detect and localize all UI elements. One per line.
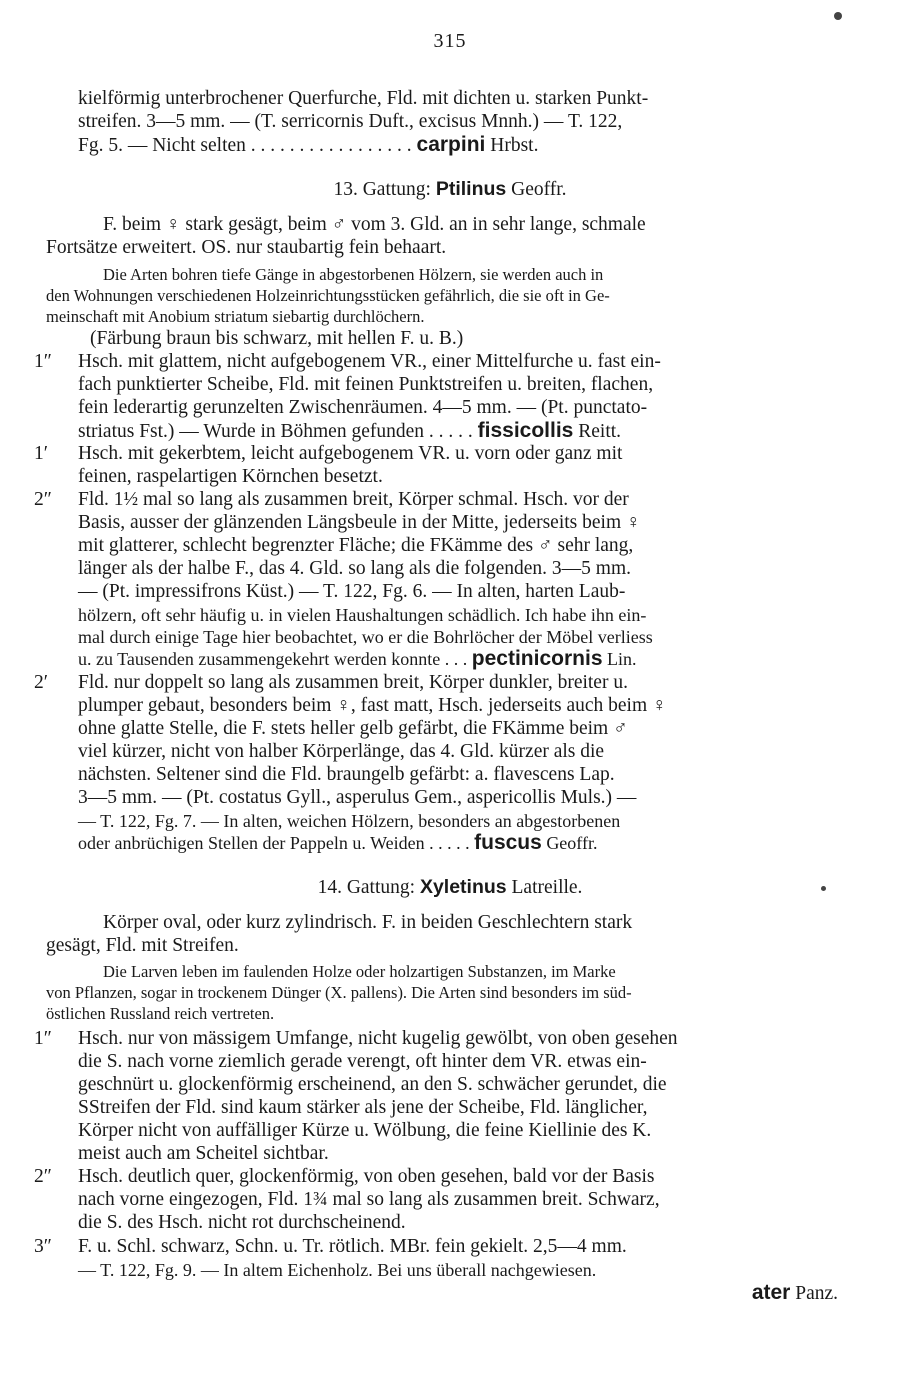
note-line: meinschaft mit Anobium striatum siebartig durchlöchern. bbox=[46, 307, 425, 326]
note-line: den Wohnungen verschiedenen Holzeinrichtungsstücken gefährlich, die sie oft in Ge- bbox=[46, 286, 610, 305]
text-line: Basis, ausser der glänzenden Längsbeule in der Mitte, jederseits beim ♀ bbox=[78, 512, 641, 533]
ink-spot bbox=[834, 12, 842, 20]
text-line: meist auch am Scheitel sichtbar. bbox=[78, 1143, 329, 1164]
taxon-name: fissicollis bbox=[477, 419, 574, 442]
couplet-number: 2″ bbox=[34, 489, 52, 510]
text-line: (Färbung braun bis schwarz, mit hellen F. u. B.) bbox=[90, 328, 464, 349]
text-line: geschnürt u. glockenförmig erscheinend, an den S. schwächer gerundet, die bbox=[78, 1074, 667, 1095]
text-line: Fld. 1½ mal so lang als zusammen breit, Körper schmal. Hsch. vor der bbox=[78, 489, 629, 510]
couplet-number: 1′ bbox=[34, 443, 49, 464]
text-line: nach vorne eingezogen, Fld. 1¾ mal so lang als zusammen breit. Schwarz, bbox=[78, 1189, 660, 1210]
text-line: nächsten. Seltener sind die Fld. braungelb gefärbt: a. flavescens Lap. bbox=[78, 764, 615, 785]
text-line: kielförmig unterbrochener Querfurche, Fld. mit dichten u. starken Punkt- bbox=[78, 88, 649, 109]
text-line: Hsch. nur von mässigem Umfange, nicht kugelig gewölbt, von oben gesehen bbox=[78, 1028, 678, 1049]
note-line: von Pflanzen, sogar in trockenem Dünger (X. pallens). Die Arten sind besonders im süd- bbox=[46, 983, 632, 1002]
text-line: u. zu Tausenden zusammengekehrt werden konnte . . . pectinicornis Lin. bbox=[78, 647, 637, 670]
text-line: Fortsätze erweitert. OS. nur staubartig fein behaart. bbox=[46, 237, 447, 258]
text-line: Körper oval, oder kurz zylindrisch. F. in beiden Geschlechtern stark bbox=[103, 912, 633, 933]
text-line: streifen. 3—5 mm. — (T. serricornis Duft., excisus Mnnh.) — T. 122, bbox=[78, 111, 623, 132]
text-line: oder anbrüchigen Stellen der Pappeln u. Weiden . . . . . fuscus Geoffr. bbox=[78, 831, 598, 854]
text-line: Hsch. deutlich quer, glockenförmig, von oben gesehen, bald vor der Basis bbox=[78, 1166, 655, 1187]
text-line: Körper nicht von auffälliger Kürze u. Wölbung, die feine Kiellinie des K. bbox=[78, 1120, 652, 1141]
species-line: ater Panz. bbox=[751, 1281, 838, 1304]
text-line: — T. 122, Fg. 9. — In altem Eichenholz. Bei uns überall nachgewiesen. bbox=[78, 1260, 597, 1280]
text-line: SStreifen der Fld. sind kaum stärker als jene der Scheibe, Fld. länglicher, bbox=[78, 1097, 648, 1118]
text-line: — T. 122, Fg. 7. — In alten, weichen Hölzern, besonders an abgestorbenen bbox=[78, 811, 621, 831]
text-line: fein lederartig gerunzelten Zwischenräumen. 4—5 mm. — (Pt. punctato- bbox=[78, 397, 648, 418]
taxon-name: pectinicornis bbox=[471, 647, 603, 670]
text-line: F. beim ♀ stark gesägt, beim ♂ vom 3. Gld. an in sehr lange, schmale bbox=[103, 214, 646, 235]
section-heading: 14. Gattung: Xyletinus Latreille. bbox=[317, 876, 583, 898]
note-line: östlichen Russland reich vertreten. bbox=[46, 1004, 275, 1023]
text-line: mal durch einige Tage hier beobachtet, wo er die Bohrlöcher der Möbel verliess bbox=[78, 627, 653, 647]
taxon-name: fuscus bbox=[474, 831, 542, 854]
taxon-name: carpini bbox=[416, 133, 486, 156]
text-line: mit glatterer, schlecht begrenzter Fläche; die FKämme des ♂ sehr lang, bbox=[78, 535, 634, 556]
text-line: Fld. nur doppelt so lang als zusammen breit, Körper dunkler, breiter u. bbox=[78, 672, 628, 693]
taxon-name: Xyletinus bbox=[419, 876, 507, 898]
text-line: Fg. 5. — Nicht selten . . . . . . . . . . . . . . . . . carpini Hrbst. bbox=[78, 133, 539, 156]
text-line: — (Pt. impressifrons Küst.) — T. 122, Fg. 6. — In alten, harten Laub- bbox=[78, 581, 626, 602]
text-line: striatus Fst.) — Wurde in Böhmen gefunden . . . . . fissicollis Reitt. bbox=[78, 419, 622, 442]
section-heading: 13. Gattung: Ptilinus Geoffr. bbox=[333, 178, 567, 200]
text-line: ohne glatte Stelle, die F. stets heller gelb gefärbt, die FKämme beim ♂ bbox=[78, 718, 628, 739]
text-line: gesägt, Fld. mit Streifen. bbox=[46, 935, 239, 956]
text-line: F. u. Schl. schwarz, Schn. u. Tr. rötlich. MBr. fein gekielt. 2,5—4 mm. bbox=[78, 1236, 627, 1257]
note-line: Die Arten bohren tiefe Gänge in abgestorbenen Hölzern, sie werden auch in bbox=[103, 265, 604, 284]
text-line: plumper gebaut, besonders beim ♀, fast matt, Hsch. jederseits auch beim ♀ bbox=[78, 695, 667, 716]
text-line: die S. des Hsch. nicht rot durchscheinend. bbox=[78, 1212, 406, 1233]
couplet-number: 2′ bbox=[34, 672, 49, 693]
text-line: die S. nach vorne ziemlich gerade verengt, oft hinter dem VR. etwas ein- bbox=[78, 1051, 647, 1072]
page-number: 315 bbox=[433, 30, 467, 52]
couplet-number: 3″ bbox=[34, 1236, 52, 1257]
taxon-name: ater bbox=[751, 1281, 791, 1304]
text-line: viel kürzer, nicht von halber Körperlänge, das 4. Gld. kürzer als die bbox=[78, 741, 605, 762]
text-line: Hsch. mit gekerbtem, leicht aufgebogenem VR. u. vorn oder ganz mit bbox=[78, 443, 623, 464]
couplet-number: 2″ bbox=[34, 1166, 52, 1187]
couplet-number: 1″ bbox=[34, 351, 52, 372]
text-line: länger als der halbe F., das 4. Gld. so lang als die folgenden. 3—5 mm. bbox=[78, 558, 631, 579]
text-line: 3—5 mm. — (Pt. costatus Gyll., asperulus Gem., aspericollis Muls.) — bbox=[78, 787, 637, 808]
ink-spot bbox=[821, 886, 826, 891]
note-line: Die Larven leben im faulenden Holze oder holzartigen Substanzen, im Marke bbox=[103, 962, 616, 981]
taxon-name: Ptilinus bbox=[435, 178, 507, 200]
text-line: fach punktierter Scheibe, Fld. mit feinen Punktstreifen u. breiten, flachen, bbox=[78, 374, 654, 395]
text-line: feinen, raspelartigen Körnchen besetzt. bbox=[78, 466, 383, 487]
text-line: Hsch. mit glattem, nicht aufgebogenem VR., einer Mittelfurche u. fast ein- bbox=[78, 351, 661, 372]
text-line: hölzern, oft sehr häufig u. in vielen Haushaltungen schädlich. Ich habe ihn ein- bbox=[78, 605, 647, 625]
couplet-number: 1″ bbox=[34, 1028, 52, 1049]
